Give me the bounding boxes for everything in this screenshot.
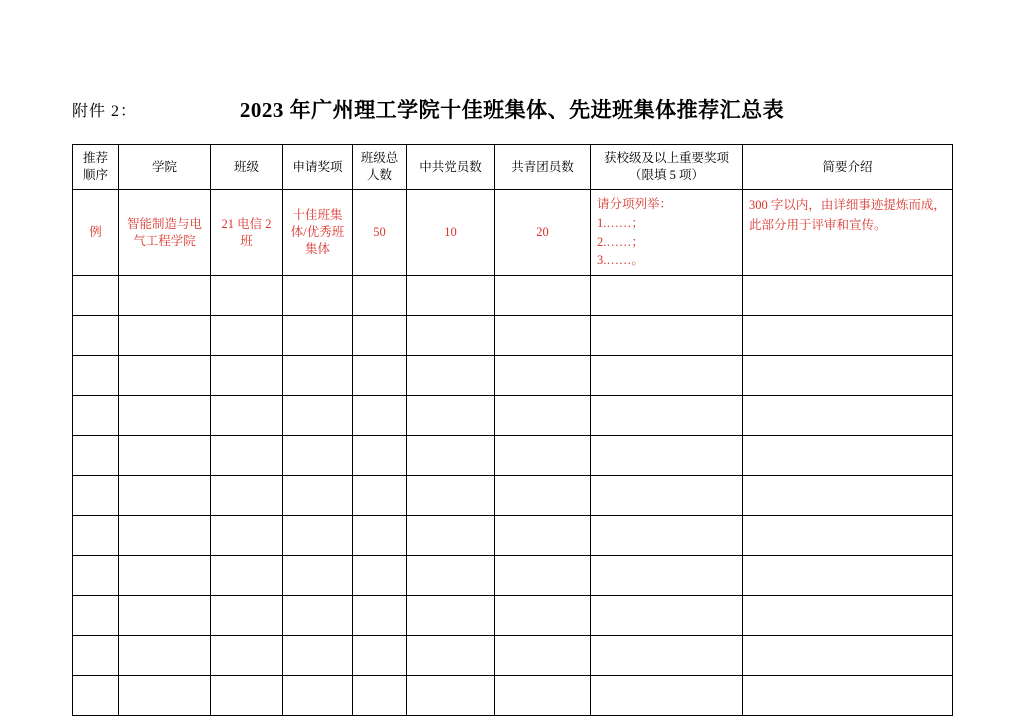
table-cell-empty[interactable] [353,476,407,516]
table-cell-empty[interactable] [119,356,211,396]
header-total [353,145,407,190]
header-prizes-line1: 获校级及以上重要奖项 [603,151,729,166]
table-cell-empty[interactable] [591,516,743,556]
table-cell-empty[interactable] [73,396,119,436]
table-cell-empty[interactable] [743,556,953,596]
recommendation-summary-table [72,144,953,716]
table-cell-empty[interactable] [743,636,953,676]
table-cell-empty[interactable] [283,596,353,636]
cell-class: 21 电信 2 班 [211,190,283,276]
table-cell-empty[interactable] [119,316,211,356]
table-cell-empty[interactable] [743,476,953,516]
header-order-line1: 推荐 [82,151,108,166]
table-cell-empty[interactable] [495,676,591,716]
attachment-label: 附件 2： [72,103,138,120]
header-order [73,145,119,190]
table-cell-empty[interactable] [353,556,407,596]
prizes-item-2: 2.……； [597,234,644,249]
table-cell-empty[interactable] [353,596,407,636]
table-cell-empty[interactable] [283,556,353,596]
table-cell-empty[interactable] [495,636,591,676]
cell-order: 例 [73,190,119,276]
table-cell-empty[interactable] [211,276,283,316]
header-college: 学院 [119,145,211,190]
table-cell-empty[interactable] [211,356,283,396]
table-cell-empty[interactable] [591,436,743,476]
table-cell-empty[interactable] [211,556,283,596]
table-cell-empty[interactable] [407,396,495,436]
cell-prizes [591,190,743,276]
table-cell-empty[interactable] [591,676,743,716]
table-row[interactable] [73,316,953,356]
table-cell-empty[interactable] [495,516,591,556]
table-cell-empty[interactable] [73,596,119,636]
table-cell-empty[interactable] [495,476,591,516]
table-cell-empty[interactable] [119,636,211,676]
table-cell-empty[interactable] [407,596,495,636]
header-class: 班级 [211,145,283,190]
table-cell-empty[interactable] [407,556,495,596]
table-cell-empty[interactable] [743,436,953,476]
table-cell-empty[interactable] [73,556,119,596]
table-cell-empty[interactable] [119,596,211,636]
table-cell-empty[interactable] [743,276,953,316]
table-cell-empty[interactable] [407,436,495,476]
table-cell-empty[interactable] [73,516,119,556]
table-cell-empty[interactable] [591,316,743,356]
table-row[interactable] [73,516,953,556]
table-cell-empty[interactable] [353,516,407,556]
table-cell-empty[interactable] [73,676,119,716]
header-total-line1: 班级总 [360,151,399,166]
table-cell-empty[interactable] [211,636,283,676]
table-cell-empty[interactable] [407,316,495,356]
prizes-item-1: 1.……； [597,215,644,230]
table-cell-empty[interactable] [591,636,743,676]
table-cell-empty[interactable] [211,516,283,556]
table-cell-empty[interactable] [591,476,743,516]
table-cell-empty[interactable] [743,676,953,716]
table-cell-empty[interactable] [495,276,591,316]
table-cell-empty[interactable] [353,396,407,436]
table-cell-empty[interactable] [119,476,211,516]
page-title: 2023 年广州理工学院十佳班集体、先进班集体推荐汇总表 [239,98,785,122]
table-row[interactable] [73,476,953,516]
table-cell-empty[interactable] [119,676,211,716]
table-cell-empty[interactable] [495,316,591,356]
table-cell-empty[interactable] [353,316,407,356]
table-body [73,190,953,716]
table-cell-empty[interactable] [73,636,119,676]
table-cell-empty[interactable] [743,356,953,396]
table-row[interactable] [73,636,953,676]
table-cell-empty[interactable] [591,556,743,596]
table-row[interactable] [73,556,953,596]
table-cell-empty[interactable] [407,516,495,556]
table-cell-empty[interactable] [743,596,953,636]
header-award: 申请奖项 [283,145,353,190]
table-cell-empty[interactable] [283,636,353,676]
table-cell-empty[interactable] [119,556,211,596]
table-cell-empty[interactable] [407,636,495,676]
table-cell-empty[interactable] [211,476,283,516]
header-prizes-line2: （限填 5 项） [628,168,704,182]
table-cell-empty[interactable] [119,396,211,436]
header-intro: 简要介绍 [743,145,953,190]
table-cell-empty[interactable] [211,316,283,356]
table-cell-empty[interactable] [407,476,495,516]
table-cell-empty[interactable] [407,676,495,716]
header-order-line2: 顺序 [82,168,108,182]
table-cell-empty[interactable] [283,516,353,556]
table-row[interactable] [73,356,953,396]
table-header-row [73,145,953,190]
table-cell-empty[interactable] [353,676,407,716]
table-cell-empty[interactable] [211,596,283,636]
table-cell-empty[interactable] [283,316,353,356]
table-cell-empty[interactable] [283,356,353,396]
table-cell-empty[interactable] [495,356,591,396]
table-cell-empty[interactable] [283,276,353,316]
table-cell-empty[interactable] [495,596,591,636]
table-cell-empty[interactable] [73,316,119,356]
table-cell-empty[interactable] [591,276,743,316]
table-cell-empty[interactable] [73,356,119,396]
table-cell-empty[interactable] [353,276,407,316]
cell-award: 十佳班集体/优秀班集体 [283,190,353,276]
table-row[interactable] [73,596,953,636]
table-cell-empty[interactable] [283,436,353,476]
table-cell-empty[interactable] [119,516,211,556]
table-cell-empty[interactable] [591,356,743,396]
table-cell-empty[interactable] [495,396,591,436]
table-cell-empty[interactable] [407,356,495,396]
table-cell-empty[interactable] [211,436,283,476]
table-cell-empty[interactable] [353,436,407,476]
table-cell-empty[interactable] [591,396,743,436]
table-cell-empty[interactable] [73,436,119,476]
table-cell-empty[interactable] [743,316,953,356]
table-row[interactable] [73,276,953,316]
prizes-title: 请分项列举： [597,197,673,211]
table-cell-empty[interactable] [353,356,407,396]
table-cell-empty[interactable] [73,276,119,316]
table-row[interactable] [73,396,953,436]
cell-party-members: 10 [407,190,495,276]
table-cell-empty[interactable] [283,396,353,436]
table-cell-empty[interactable] [591,596,743,636]
cell-league-members: 20 [495,190,591,276]
prizes-item-3: 3.……。 [597,253,644,268]
table-cell-empty[interactable] [743,516,953,556]
table-cell-empty[interactable] [495,556,591,596]
table-cell-empty[interactable] [283,676,353,716]
table-cell-empty[interactable] [119,436,211,476]
header-party-members: 中共党员数 [407,145,495,190]
table-row-example [73,190,953,276]
table-cell-empty[interactable] [211,676,283,716]
table-row[interactable] [73,436,953,476]
header-prizes [591,145,743,190]
table-cell-empty[interactable] [283,476,353,516]
cell-college: 智能制造与电气工程学院 [119,190,211,276]
cell-total: 50 [353,190,407,276]
table-cell-empty[interactable] [407,276,495,316]
table-cell-empty[interactable] [495,436,591,476]
table-cell-empty[interactable] [211,396,283,436]
table-cell-empty[interactable] [73,476,119,516]
table-row[interactable] [73,676,953,716]
header-total-line2: 人数 [366,168,392,182]
cell-intro: 300 字以内，由详细事迹提炼而成，此部分用于评审和宣传。 [743,190,953,276]
table-cell-empty[interactable] [119,276,211,316]
header-league-members: 共青团员数 [495,145,591,190]
table-cell-empty[interactable] [353,636,407,676]
table-cell-empty[interactable] [743,396,953,436]
